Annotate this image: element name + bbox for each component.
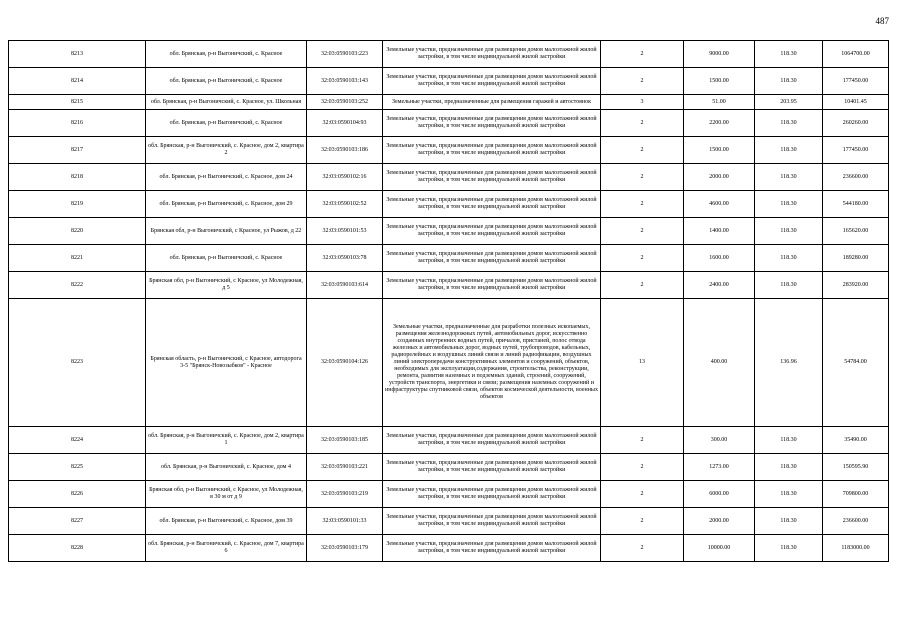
row-number-cell: 8214 bbox=[9, 68, 146, 95]
table-row bbox=[9, 218, 889, 245]
cadastral-number-cell: 32:03:0590103:219 bbox=[307, 481, 383, 508]
land-use-cell: Земельные участки, предназначенные для размещения домов малоэтажной жилой застройки, в том числе индивидуальной жилой застройки bbox=[383, 137, 601, 164]
specific-value-cell: 118.30 bbox=[755, 191, 823, 218]
use-group-cell: 2 bbox=[601, 164, 684, 191]
area-cell: 400.00 bbox=[684, 299, 755, 427]
cadastral-value-cell: 35490.00 bbox=[823, 427, 889, 454]
address-cell: Брянская область, р-н Выгоничский, с Красное, автодорога 3-5 "Брянск-Новозыбков" - Красное bbox=[146, 299, 307, 427]
row-number-cell: 8221 bbox=[9, 245, 146, 272]
area-cell: 2000.00 bbox=[684, 508, 755, 535]
cadastral-value-cell: 1183000.00 bbox=[823, 535, 889, 562]
table-row bbox=[9, 68, 889, 95]
use-group-cell: 2 bbox=[601, 218, 684, 245]
table-row bbox=[9, 245, 889, 272]
cadastral-number-cell: 32:03:0590103:252 bbox=[307, 95, 383, 110]
row-number-cell: 8218 bbox=[9, 164, 146, 191]
specific-value-cell: 118.30 bbox=[755, 218, 823, 245]
specific-value-cell: 118.30 bbox=[755, 41, 823, 68]
area-cell: 2000.00 bbox=[684, 164, 755, 191]
specific-value-cell: 118.30 bbox=[755, 272, 823, 299]
use-group-cell: 2 bbox=[601, 535, 684, 562]
table-body bbox=[9, 41, 889, 562]
land-use-cell: Земельные участки, предназначенные для размещения домов малоэтажной жилой застройки, в том числе индивидуальной жилой застройки bbox=[383, 272, 601, 299]
cadastral-number-cell: 32:03:0590103:185 bbox=[307, 427, 383, 454]
address-cell: обл. Брянская, р-н Выгоничский, с. Красное, дом 24 bbox=[146, 164, 307, 191]
table-row bbox=[9, 191, 889, 218]
use-group-cell: 2 bbox=[601, 481, 684, 508]
specific-value-cell: 118.30 bbox=[755, 508, 823, 535]
cadastral-number-cell: 32:03:0590103:78 bbox=[307, 245, 383, 272]
area-cell: 51.00 bbox=[684, 95, 755, 110]
row-number-cell: 8220 bbox=[9, 218, 146, 245]
specific-value-cell: 118.30 bbox=[755, 245, 823, 272]
area-cell: 1500.00 bbox=[684, 68, 755, 95]
cadastral-value-cell: 260260.00 bbox=[823, 110, 889, 137]
cadastral-value-cell: 177450.00 bbox=[823, 68, 889, 95]
land-use-cell: Земельные участки, предназначенные для размещения домов малоэтажной жилой застройки, в том числе индивидуальной жилой застройки bbox=[383, 191, 601, 218]
area-cell: 10000.00 bbox=[684, 535, 755, 562]
address-cell: обл. Брянская, р-н Выгоничский, с. Красное bbox=[146, 110, 307, 137]
area-cell: 1273.00 bbox=[684, 454, 755, 481]
cadastral-value-table bbox=[8, 40, 889, 562]
address-cell: обл. Брянская, р-н Выгоничский, с. Красное, дом 7, квартира 6 bbox=[146, 535, 307, 562]
cadastral-number-cell: 32:03:0590104:126 bbox=[307, 299, 383, 427]
page-number: 487 bbox=[875, 16, 889, 26]
land-use-cell: Земельные участки, предназначенные для размещения домов малоэтажной жилой застройки, в том числе индивидуальной жилой застройки bbox=[383, 454, 601, 481]
cadastral-number-cell: 32:03:0590101:33 bbox=[307, 508, 383, 535]
address-cell: обл. Брянская, р-н Выгоничский, с. Красное, дом 2, квартира 1 bbox=[146, 427, 307, 454]
area-cell: 1500.00 bbox=[684, 137, 755, 164]
land-use-cell: Земельные участки, предназначенные для размещения домов малоэтажной жилой застройки, в том числе индивидуальной жилой застройки bbox=[383, 164, 601, 191]
use-group-cell: 2 bbox=[601, 454, 684, 481]
table-row bbox=[9, 110, 889, 137]
specific-value-cell: 118.30 bbox=[755, 481, 823, 508]
specific-value-cell: 118.30 bbox=[755, 454, 823, 481]
cadastral-value-cell: 544180.00 bbox=[823, 191, 889, 218]
specific-value-cell: 118.30 bbox=[755, 68, 823, 95]
cadastral-value-cell: 165620.00 bbox=[823, 218, 889, 245]
cadastral-value-cell: 150595.90 bbox=[823, 454, 889, 481]
area-cell: 9000.00 bbox=[684, 41, 755, 68]
cadastral-number-cell: 32:03:0590102:16 bbox=[307, 164, 383, 191]
specific-value-cell: 136.96 bbox=[755, 299, 823, 427]
land-use-cell: Земельные участки, предназначенные для размещения домов малоэтажной жилой застройки, в том числе индивидуальной жилой застройки bbox=[383, 245, 601, 272]
cadastral-number-cell: 32:03:0590103:221 bbox=[307, 454, 383, 481]
address-cell: обл. Брянская, р-н Выгоничский, с. Красное, дом 4 bbox=[146, 454, 307, 481]
row-number-cell: 8215 bbox=[9, 95, 146, 110]
land-use-cell: Земельные участки, предназначенные для размещения домов малоэтажной жилой застройки, в том числе индивидуальной жилой застройки bbox=[383, 41, 601, 68]
table-row bbox=[9, 535, 889, 562]
use-group-cell: 3 bbox=[601, 95, 684, 110]
table-row bbox=[9, 164, 889, 191]
address-cell: обл. Брянская, р-н Выгоничский, с. Красное, дом 2, квартира 2 bbox=[146, 137, 307, 164]
row-number-cell: 8228 bbox=[9, 535, 146, 562]
area-cell: 2200.00 bbox=[684, 110, 755, 137]
row-number-cell: 8219 bbox=[9, 191, 146, 218]
row-number-cell: 8222 bbox=[9, 272, 146, 299]
table-row bbox=[9, 299, 889, 427]
cadastral-number-cell: 32:03:0590101:53 bbox=[307, 218, 383, 245]
address-cell: Брянская обл, р-н Выгоничский, с Красное, ул Молодежная, в 30 м от д 9 bbox=[146, 481, 307, 508]
use-group-cell: 2 bbox=[601, 110, 684, 137]
table-row bbox=[9, 508, 889, 535]
area-cell: 6000.00 bbox=[684, 481, 755, 508]
cadastral-value-cell: 236600.00 bbox=[823, 508, 889, 535]
row-number-cell: 8223 bbox=[9, 299, 146, 427]
cadastral-value-cell: 10401.45 bbox=[823, 95, 889, 110]
specific-value-cell: 118.30 bbox=[755, 110, 823, 137]
specific-value-cell: 118.30 bbox=[755, 427, 823, 454]
use-group-cell: 2 bbox=[601, 191, 684, 218]
area-cell: 2400.00 bbox=[684, 272, 755, 299]
cadastral-value-cell: 709800.00 bbox=[823, 481, 889, 508]
table-row bbox=[9, 272, 889, 299]
use-group-cell: 2 bbox=[601, 427, 684, 454]
use-group-cell: 2 bbox=[601, 68, 684, 95]
cadastral-number-cell: 32:03:0590103:179 bbox=[307, 535, 383, 562]
area-cell: 300.00 bbox=[684, 427, 755, 454]
cadastral-value-cell: 189280.00 bbox=[823, 245, 889, 272]
cadastral-value-cell: 1064700.00 bbox=[823, 41, 889, 68]
row-number-cell: 8226 bbox=[9, 481, 146, 508]
land-use-cell: Земельные участки, предназначенные для разработки полезных ископаемых, размещения железнодорожных путей, автомобильных дорог, искусственно созданных внутренних водных путей, причалов, пристаней, полос отвода железных и автомобильных дорог, водных путей, трубопроводов, кабельных, радиорелейных и воздушных линий связи и линий радиофикации, воздушных линий электропередачи конструктивных элементов и сооружений, объектов, необходимых для эксплуатации,содержания, строительства, реконструкции, ремонта, развития наземных и подземных зданий, строений, сооружений, устройств транспорта, энергетики и связи; размещения наземных сооружений и инфраструктуры спутниковой связи, объектов космической деятельности, военных объектов bbox=[383, 299, 601, 427]
address-cell: Брянская обл, р-н Выгоничский, с Красное, ул Рыжов, д 22 bbox=[146, 218, 307, 245]
address-cell: Брянская обл, р-н Выгоничский, с Красное, ул Молодежная, д 5 bbox=[146, 272, 307, 299]
cadastral-number-cell: 32:03:0590103:143 bbox=[307, 68, 383, 95]
specific-value-cell: 118.30 bbox=[755, 164, 823, 191]
land-use-cell: Земельные участки, предназначенные для размещения домов малоэтажной жилой застройки, в том числе индивидуальной жилой застройки bbox=[383, 218, 601, 245]
row-number-cell: 8227 bbox=[9, 508, 146, 535]
table-row bbox=[9, 137, 889, 164]
row-number-cell: 8216 bbox=[9, 110, 146, 137]
land-use-cell: Земельные участки, предназначенные для размещения домов малоэтажной жилой застройки, в том числе индивидуальной жилой застройки bbox=[383, 535, 601, 562]
land-use-cell: Земельные участки, предназначенные для размещения гаражей и автостоянок bbox=[383, 95, 601, 110]
address-cell: обл. Брянская, р-н Выгоничский, с. Красное bbox=[146, 41, 307, 68]
table-row bbox=[9, 427, 889, 454]
land-use-cell: Земельные участки, предназначенные для размещения домов малоэтажной жилой застройки, в том числе индивидуальной жилой застройки bbox=[383, 427, 601, 454]
use-group-cell: 2 bbox=[601, 508, 684, 535]
row-number-cell: 8217 bbox=[9, 137, 146, 164]
land-use-cell: Земельные участки, предназначенные для размещения домов малоэтажной жилой застройки, в том числе индивидуальной жилой застройки bbox=[383, 110, 601, 137]
land-use-cell: Земельные участки, предназначенные для размещения домов малоэтажной жилой застройки, в том числе индивидуальной жилой застройки bbox=[383, 508, 601, 535]
row-number-cell: 8225 bbox=[9, 454, 146, 481]
use-group-cell: 2 bbox=[601, 245, 684, 272]
row-number-cell: 8224 bbox=[9, 427, 146, 454]
use-group-cell: 2 bbox=[601, 41, 684, 68]
cadastral-value-cell: 236600.00 bbox=[823, 164, 889, 191]
cadastral-number-cell: 32:03:0590103:614 bbox=[307, 272, 383, 299]
cadastral-number-cell: 32:03:0590102:52 bbox=[307, 191, 383, 218]
row-number-cell: 8213 bbox=[9, 41, 146, 68]
area-cell: 1600.00 bbox=[684, 245, 755, 272]
specific-value-cell: 118.30 bbox=[755, 137, 823, 164]
specific-value-cell: 118.30 bbox=[755, 535, 823, 562]
cadastral-number-cell: 32:03:0590103:186 bbox=[307, 137, 383, 164]
use-group-cell: 13 bbox=[601, 299, 684, 427]
address-cell: обл. Брянская, р-н Выгоничский, с. Красное, дом 29 bbox=[146, 191, 307, 218]
cadastral-value-cell: 54784.00 bbox=[823, 299, 889, 427]
cadastral-number-cell: 32:03:0590104:93 bbox=[307, 110, 383, 137]
specific-value-cell: 203.95 bbox=[755, 95, 823, 110]
area-cell: 1400.00 bbox=[684, 218, 755, 245]
use-group-cell: 2 bbox=[601, 272, 684, 299]
address-cell: обл. Брянская, р-н Выгоничский, с. Красное bbox=[146, 245, 307, 272]
use-group-cell: 2 bbox=[601, 137, 684, 164]
table-row bbox=[9, 95, 889, 110]
land-use-cell: Земельные участки, предназначенные для размещения домов малоэтажной жилой застройки, в том числе индивидуальной жилой застройки bbox=[383, 481, 601, 508]
table-row bbox=[9, 41, 889, 68]
cadastral-value-cell: 177450.00 bbox=[823, 137, 889, 164]
table-row bbox=[9, 481, 889, 508]
cadastral-number-cell: 32:03:0590103:223 bbox=[307, 41, 383, 68]
table-row bbox=[9, 454, 889, 481]
address-cell: обл. Брянская, р-н Выгоничский, с. Красное, дом 39 bbox=[146, 508, 307, 535]
cadastral-value-cell: 283920.00 bbox=[823, 272, 889, 299]
land-use-cell: Земельные участки, предназначенные для размещения домов малоэтажной жилой застройки, в том числе индивидуальной жилой застройки bbox=[383, 68, 601, 95]
area-cell: 4600.00 bbox=[684, 191, 755, 218]
address-cell: обл. Брянская, р-н Выгоничский, с. Красное, ул. Школьная bbox=[146, 95, 307, 110]
address-cell: обл. Брянская, р-н Выгоничский, с. Красное bbox=[146, 68, 307, 95]
